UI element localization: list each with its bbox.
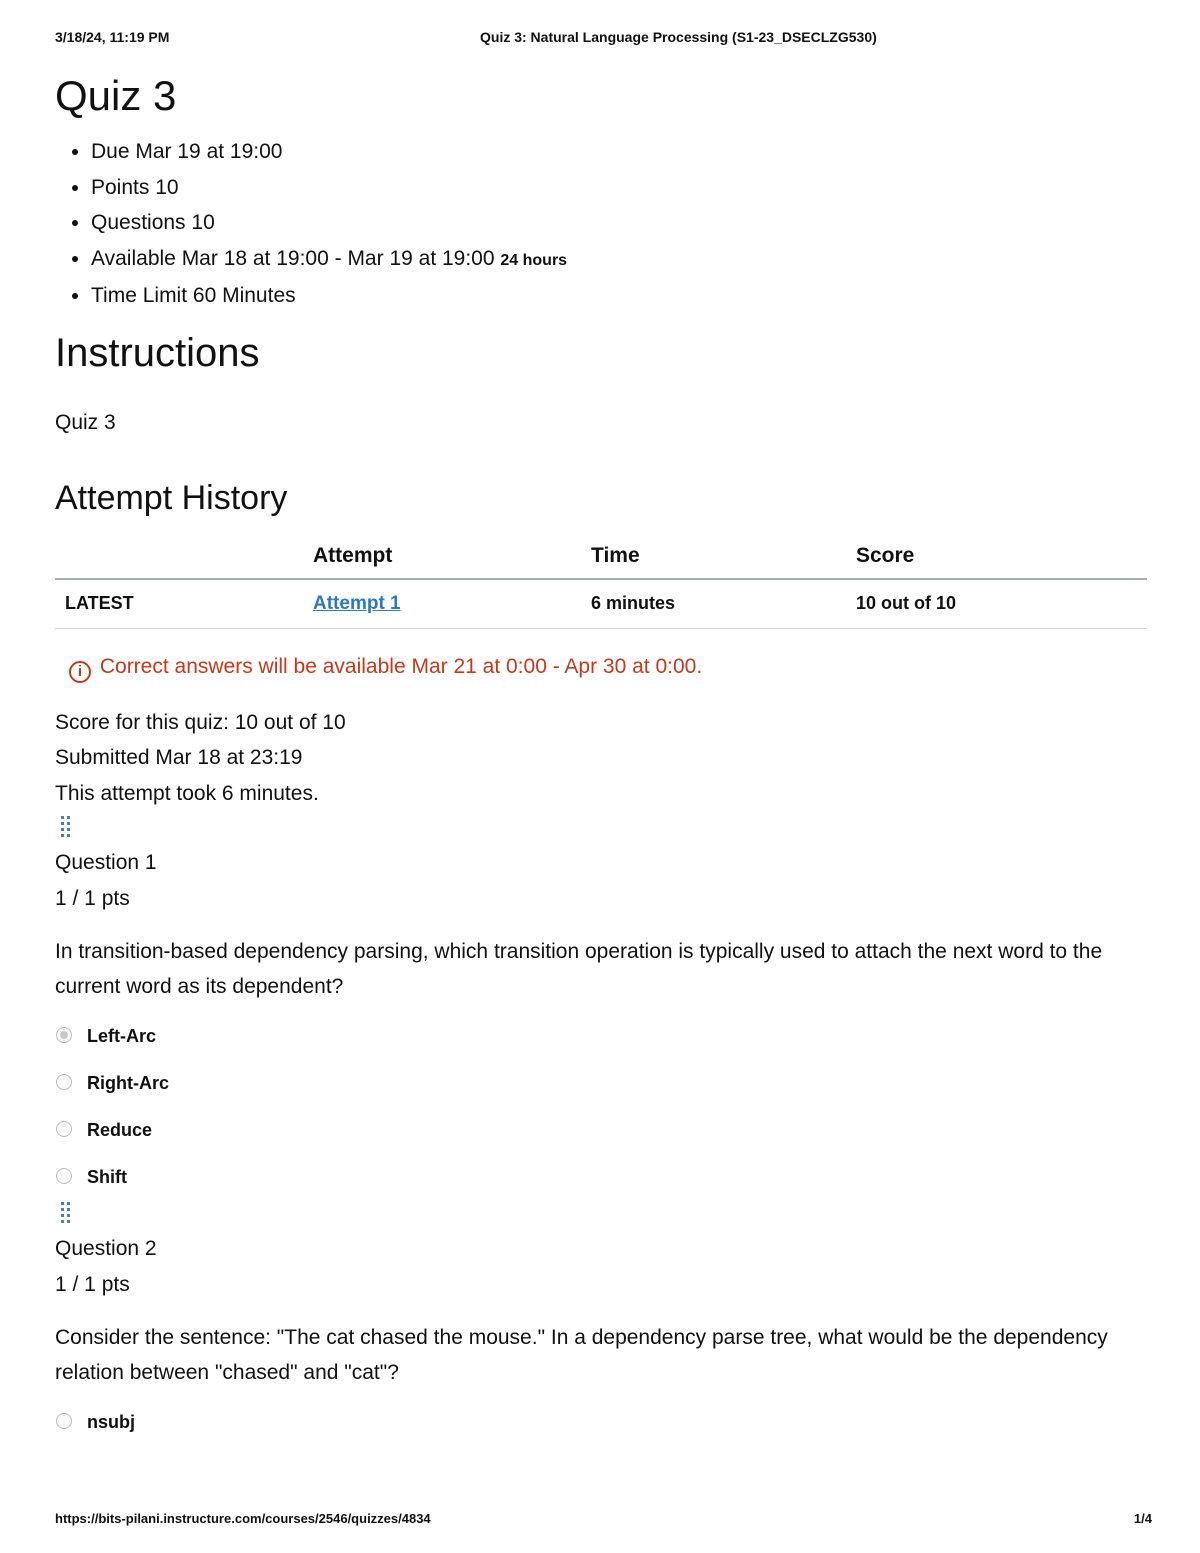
answer-label: nsubj — [87, 1412, 135, 1432]
question-1 — [55, 845, 1147, 1197]
quiz-score: Score for this quiz: 10 out of 10 — [55, 710, 346, 734]
quiz-title: Quiz 3 — [55, 72, 177, 119]
detail-due: • Due Mar 19 at 19:00 — [91, 134, 1147, 170]
quiz-content — [55, 70, 1147, 1459]
column-header-tag — [55, 534, 313, 579]
question-text: In transition-based dependency parsing, which transition operation is typically used to attach the next word to the current word as its dependent? — [55, 940, 1103, 998]
attempt-history-table — [55, 534, 1147, 629]
question-title: Question 2 — [55, 1237, 157, 1260]
question-text: Consider the sentence: "The cat chased the mouse." In a dependency parse tree, what would be the dependency relation between "chased" and "cat"? — [55, 1326, 1108, 1384]
detail-points: • Points 10 — [91, 170, 1147, 206]
detail-time-limit: • Time Limit 60 Minutes — [91, 278, 1147, 314]
column-header-score: Score — [856, 534, 1147, 579]
attempt-history-heading: Attempt History — [55, 478, 288, 517]
answer-option[interactable] — [55, 1412, 1147, 1459]
table-header-row — [55, 534, 1147, 579]
detail-questions: • Questions 10 — [91, 205, 1147, 241]
radio-button[interactable] — [56, 1074, 72, 1090]
info-icon: i — [69, 661, 91, 683]
attempt-link[interactable]: Attempt 1 — [313, 592, 401, 614]
radio-button-selected[interactable] — [56, 1027, 72, 1043]
table-row — [55, 579, 1147, 629]
print-page-title: Quiz 3: Natural Language Processing (S1-23_DSECLZG530) — [480, 29, 877, 45]
submitted-time: Submitted Mar 18 at 23:19 — [55, 746, 303, 769]
answer-option[interactable] — [55, 1026, 1147, 1073]
answer-options — [55, 1412, 1147, 1459]
radio-button[interactable] — [56, 1121, 72, 1137]
drag-handle-icon[interactable] — [59, 1201, 73, 1227]
availability-duration: 24 hours — [500, 251, 568, 269]
drag-handle-icon[interactable] — [59, 815, 73, 841]
correct-answers-notice — [55, 653, 1147, 683]
column-header-time: Time — [591, 534, 856, 579]
radio-button[interactable] — [56, 1168, 72, 1184]
instructions-heading: Instructions — [55, 330, 260, 375]
detail-available: • Available Mar 18 at 19:00 - Mar 19 at 19:00 24 hours — [91, 241, 1147, 279]
answer-option[interactable] — [55, 1167, 1147, 1197]
radio-button[interactable] — [56, 1413, 72, 1429]
print-header — [55, 29, 1152, 49]
answer-label: Reduce — [87, 1120, 153, 1140]
print-footer — [55, 1511, 1152, 1531]
instructions-text: Quiz 3 — [55, 410, 116, 434]
notice-text: Correct answers will be available Mar 21 at 0:00 - Apr 30 at 0:00. — [99, 654, 703, 678]
question-points: 1 / 1 pts — [55, 1272, 130, 1296]
question-2 — [55, 1231, 1147, 1459]
quiz-details-list — [55, 134, 1147, 314]
column-header-attempt: Attempt — [313, 534, 591, 579]
print-url: https://bits-pilani.instructure.com/courses/2546/quizzes/4834 — [55, 1511, 431, 1526]
attempt-time: 6 minutes — [591, 579, 856, 629]
question-points: 1 / 1 pts — [55, 886, 130, 910]
latest-tag: LATEST — [55, 579, 313, 629]
print-datetime: 3/18/24, 11:19 PM — [55, 29, 170, 45]
question-title: Question 1 — [55, 851, 157, 874]
attempt-duration: This attempt took 6 minutes. — [55, 781, 319, 805]
attempt-score: 10 out of 10 — [856, 579, 1147, 629]
attempt-summary — [55, 705, 1147, 812]
answer-option[interactable] — [55, 1120, 1147, 1167]
answer-label: Left-Arc — [87, 1026, 157, 1046]
answer-label: Shift — [87, 1167, 127, 1187]
answer-option[interactable] — [55, 1073, 1147, 1120]
answer-label: Right-Arc — [87, 1073, 169, 1093]
answer-options — [55, 1026, 1147, 1197]
print-page-number: 1/4 — [1133, 1511, 1152, 1526]
